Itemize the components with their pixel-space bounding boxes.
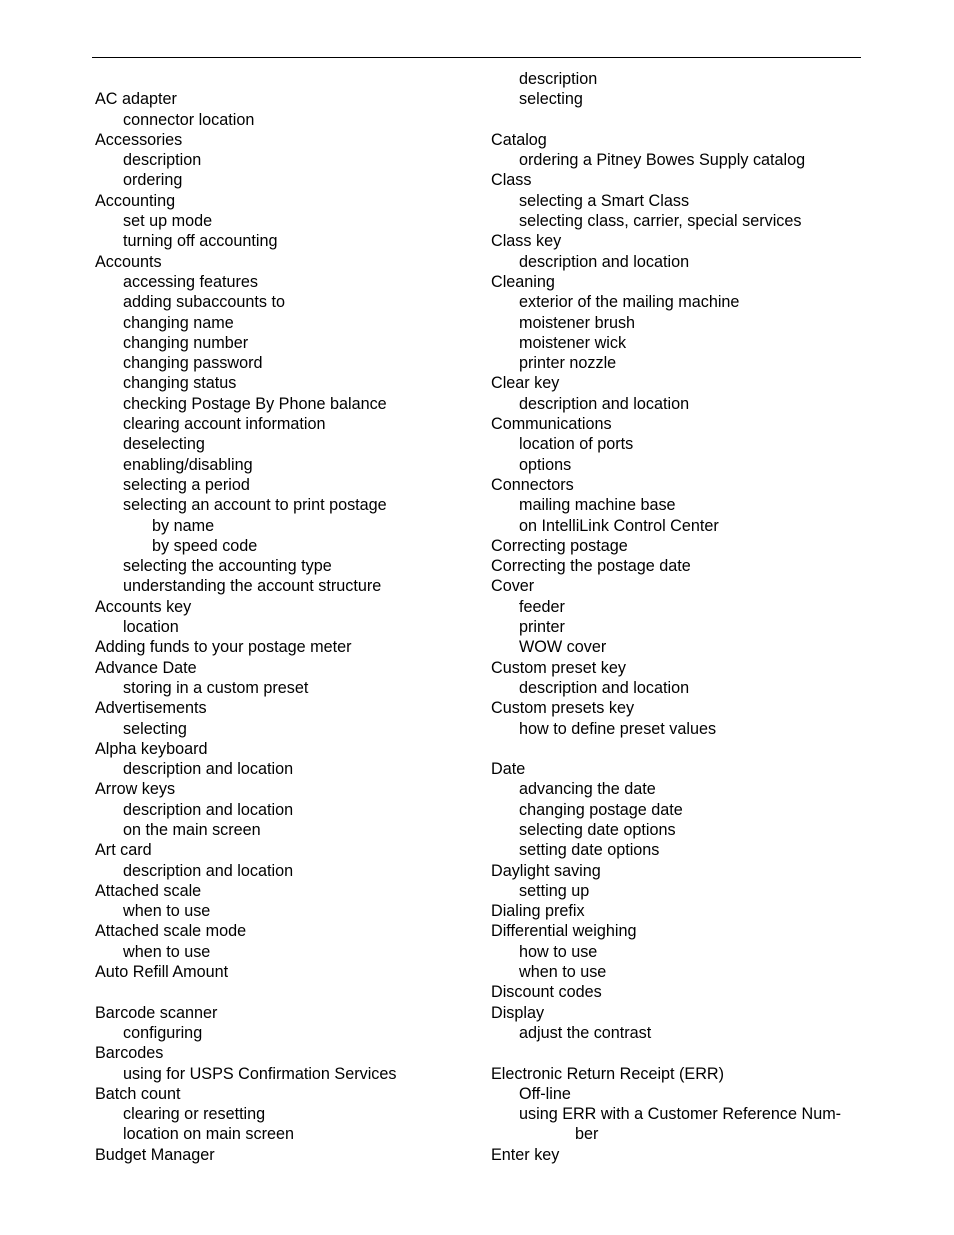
index-subentry: set up mode xyxy=(123,212,213,231)
index-subentry: moistener wick xyxy=(519,333,627,352)
index-subentry: selecting the accounting type xyxy=(123,557,332,576)
index-entry: Attached scale mode xyxy=(95,922,247,941)
index-subentry: description xyxy=(123,151,202,170)
index-subentry: changing status xyxy=(123,374,237,393)
index-entry: Accounting xyxy=(95,191,176,210)
index-entry: Date xyxy=(491,760,526,779)
index-subentry: by name xyxy=(152,516,215,535)
index-subentry: location of ports xyxy=(519,435,634,454)
index-subentry: changing number xyxy=(123,333,249,352)
index-subentry: description and location xyxy=(123,760,294,779)
index-subentry: deselecting xyxy=(123,435,205,454)
index-subentry: understanding the account structure xyxy=(123,577,382,596)
index-subentry: using for USPS Confirmation Services xyxy=(123,1064,397,1083)
index-entry: Attached scale xyxy=(95,881,202,900)
index-subentry: when to use xyxy=(519,963,607,982)
index-subentry: changing name xyxy=(123,313,234,332)
index-subentry: selecting a Smart Class xyxy=(519,191,690,210)
index-subentry: on IntelliLink Control Center xyxy=(519,516,719,535)
index-subentry: ordering xyxy=(123,171,183,190)
index-subentry: how to use xyxy=(519,942,598,961)
index-subentry: options xyxy=(519,455,572,474)
index-entry: Correcting the postage date xyxy=(491,557,691,576)
index-subentry: on the main screen xyxy=(123,820,261,839)
index-subentry: using ERR with a Customer Reference Num- xyxy=(519,1105,842,1124)
index-subentry: printer xyxy=(519,618,565,637)
index-subentry: moistener brush xyxy=(519,313,636,332)
index-entry: Adding funds to your postage meter xyxy=(95,638,352,657)
index-subentry: turning off accounting xyxy=(123,232,278,251)
index-entry: Catalog xyxy=(491,130,547,149)
index-subentry: selecting xyxy=(123,719,187,738)
index-entry: Advertisements xyxy=(95,699,207,718)
index-entry: Connectors xyxy=(491,475,574,494)
index-spacer xyxy=(95,69,495,89)
index-entry: Electronic Return Receipt (ERR) xyxy=(491,1064,724,1083)
index-entry: Advance Date xyxy=(95,658,197,677)
index-spacer xyxy=(491,1043,871,1063)
index-entry: Art card xyxy=(95,841,152,860)
index-subentry: enabling/disabling xyxy=(123,455,253,474)
index-subentry: description xyxy=(519,70,598,88)
index-subentry: storing in a custom preset xyxy=(123,678,309,697)
index-subentry: when to use xyxy=(123,902,211,921)
index-subentry: advancing the date xyxy=(519,780,656,799)
index-entry: Display xyxy=(491,1003,545,1022)
index-entry: Correcting postage xyxy=(491,536,628,555)
index-subentry: clearing account information xyxy=(123,415,326,434)
index-entry: Arrow keys xyxy=(95,780,176,799)
index-subentry: ordering a Pitney Bowes Supply catalog xyxy=(519,151,806,170)
index-entry: Cleaning xyxy=(491,272,555,291)
index-spacer xyxy=(95,982,495,1002)
index-subentry: adding subaccounts to xyxy=(123,293,285,312)
index-subentry: mailing machine base xyxy=(519,496,676,515)
index-subentry: selecting a period xyxy=(123,475,250,494)
index-subentry: description and location xyxy=(519,678,690,697)
index-subentry: description and location xyxy=(123,800,294,819)
index-subentry: when to use xyxy=(123,942,211,961)
index-entry: Custom presets key xyxy=(491,699,635,718)
index-subentry: configuring xyxy=(123,1023,203,1042)
header-rule xyxy=(92,57,861,58)
index-subentry: checking Postage By Phone balance xyxy=(123,394,387,413)
index-entry: Differential weighing xyxy=(491,922,637,941)
index-entry: Clear key xyxy=(491,374,560,393)
index-subentry: selecting class, carrier, special services xyxy=(519,212,802,231)
index-entry: Class xyxy=(491,171,532,190)
index-subentry: changing postage date xyxy=(519,800,683,819)
index-entry: Communications xyxy=(491,415,612,434)
index-entry: Alpha keyboard xyxy=(95,739,208,758)
index-spacer xyxy=(491,739,871,759)
index-subentry: location xyxy=(123,618,179,637)
index-subentry: exterior of the mailing machine xyxy=(519,293,740,312)
index-entry: Daylight saving xyxy=(491,861,601,880)
index-entry: Discount codes xyxy=(491,983,602,1002)
index-entry: Budget Manager xyxy=(95,1145,215,1164)
index-subentry: feeder xyxy=(519,597,565,616)
index-entry: Dialing prefix xyxy=(491,902,585,921)
index-subentry: WOW cover xyxy=(519,638,607,657)
index-subentry: changing password xyxy=(123,354,263,373)
index-subentry: how to define preset values xyxy=(519,719,717,738)
index-entry: Barcodes xyxy=(95,1044,164,1063)
index-entry: Accounts key xyxy=(95,597,192,616)
index-subentry: ber xyxy=(575,1125,599,1144)
index-subentry: selecting xyxy=(519,90,583,109)
index-entry: Accounts xyxy=(95,252,162,271)
index-subentry: description and location xyxy=(519,252,690,271)
index-subentry: selecting date options xyxy=(519,820,676,839)
index-entry: Cover xyxy=(491,577,535,596)
index-entry: Class key xyxy=(491,232,562,251)
index-subentry: by speed code xyxy=(152,536,258,555)
index-entry: Batch count xyxy=(95,1084,181,1103)
index-entry: Custom preset key xyxy=(491,658,626,677)
index-column-right xyxy=(491,69,871,1165)
index-entry: Auto Refill Amount xyxy=(95,963,229,982)
index-subentry: selecting an account to print postage xyxy=(123,496,387,515)
index-subentry: connector location xyxy=(123,110,255,129)
index-subentry: clearing or resetting xyxy=(123,1105,266,1124)
index-column-left xyxy=(95,69,495,1165)
index-subentry: setting date options xyxy=(519,841,660,860)
index-entry: Enter key xyxy=(491,1145,560,1164)
index-entry: Barcode scanner xyxy=(95,1003,218,1022)
index-subentry: location on main screen xyxy=(123,1125,294,1144)
index-subentry: Off-line xyxy=(519,1084,571,1103)
index-subentry: description and location xyxy=(123,861,294,880)
index-entry: AC adapter xyxy=(95,90,177,109)
index-spacer xyxy=(491,110,871,130)
index-entry: Accessories xyxy=(95,130,183,149)
index-subentry: setting up xyxy=(519,881,590,900)
index-subentry: printer nozzle xyxy=(519,354,617,373)
index-subentry: description and location xyxy=(519,394,690,413)
index-subentry: adjust the contrast xyxy=(519,1023,652,1042)
index-subentry: accessing features xyxy=(123,272,258,291)
